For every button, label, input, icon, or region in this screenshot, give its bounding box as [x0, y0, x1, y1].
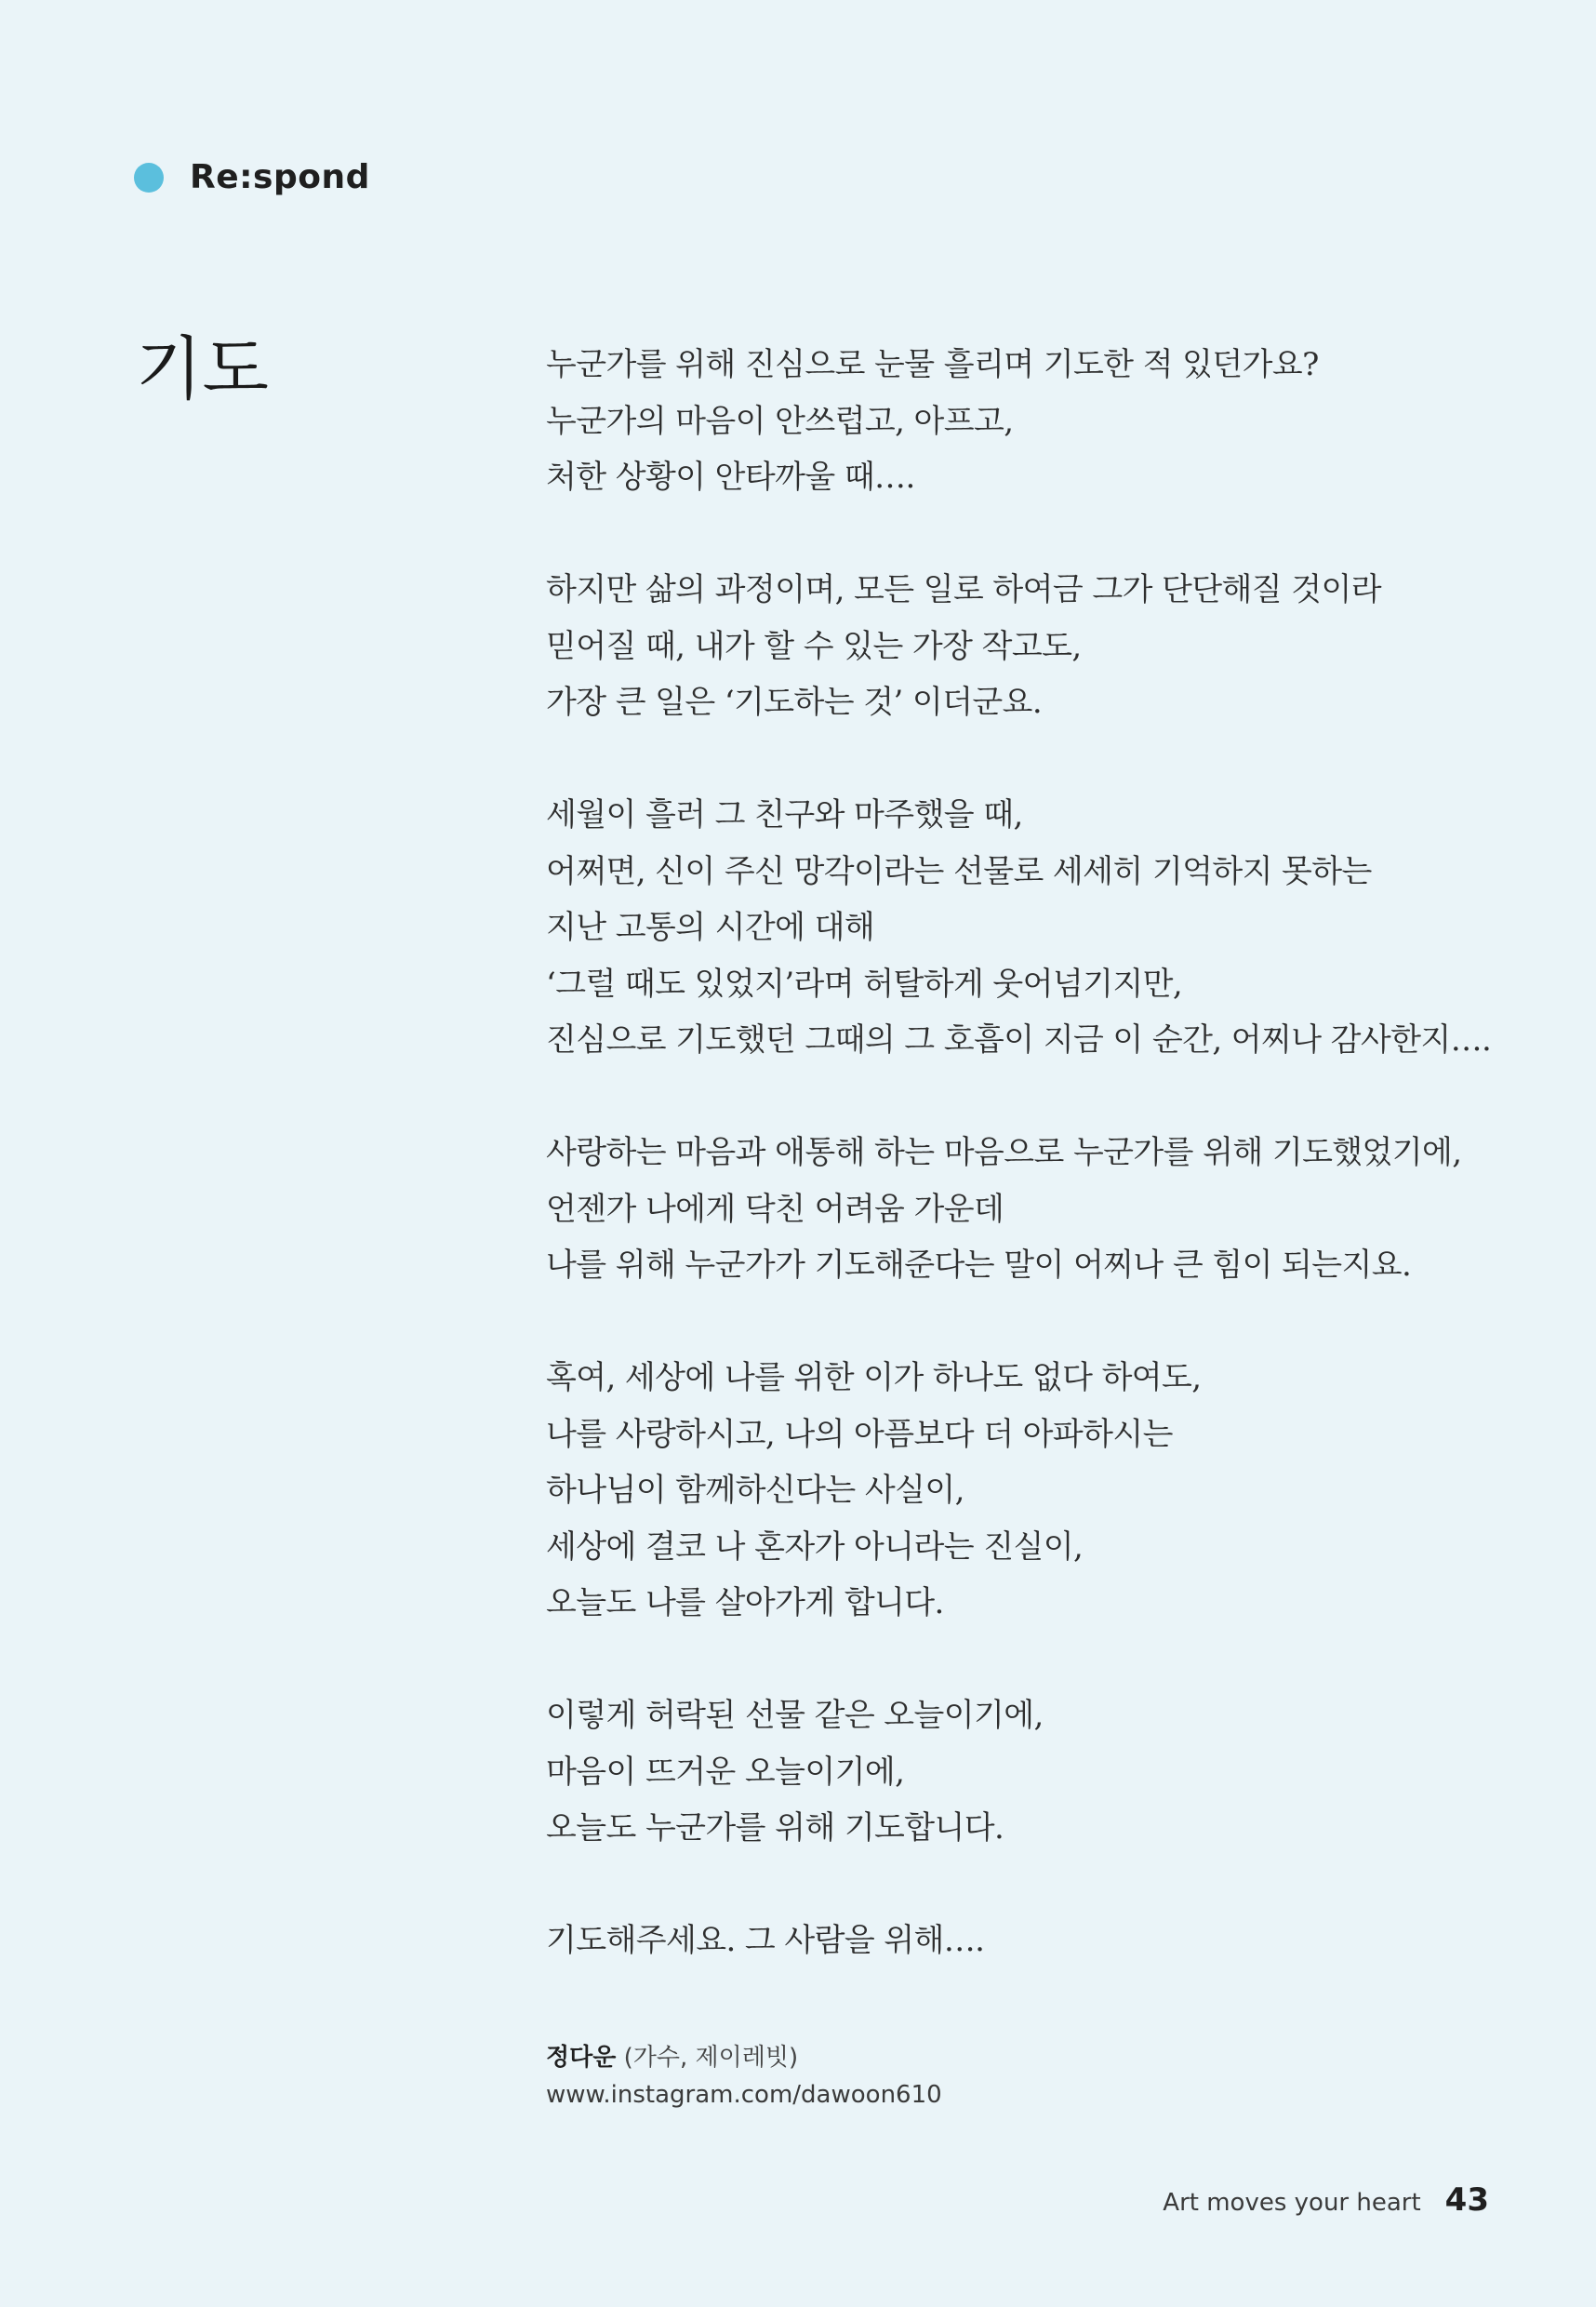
poem-body: [546, 337, 1532, 2025]
poem-line: 마음이 뜨거운 오늘이기에,: [546, 1753, 905, 1791]
author-block: [546, 2039, 942, 2114]
author-url[interactable]: www.instagram.com/dawoon610: [546, 2081, 942, 2109]
section-label: Re:spond: [190, 158, 370, 196]
poem-line: 처한 상황이 안타까울 때….: [546, 459, 915, 496]
poem-line: 오늘도 누군가를 위해 기도합니다.: [546, 1809, 1004, 1847]
poem-line: 하나님이 함께하신다는 사실이,: [546, 1472, 964, 1509]
poem-line: 언젠가 나에게 닥친 어려움 가운데: [546, 1190, 1004, 1228]
poem-line: 진심으로 기도했던 그때의 그 호흡이 지금 이 순간, 어찌나 감사한지….: [546, 1021, 1492, 1059]
author-role: (가수, 제이레빗): [623, 2044, 799, 2072]
poem-stanza: [546, 1913, 1532, 1969]
page-footer: [1163, 2181, 1489, 2219]
poem-line: 누군가를 위해 진심으로 눈물 흘리며 기도한 적 있던가요?: [546, 346, 1319, 383]
poem-stanza: [546, 1350, 1532, 1632]
footer-tagline: Art moves your heart: [1163, 2189, 1421, 2217]
poem-line: 세상에 결코 나 혼자가 아니라는 진실이,: [546, 1527, 1084, 1566]
poem-line: 오늘도 나를 살아가게 합니다.: [546, 1584, 944, 1621]
poem-line: 어쩌면, 신이 주신 망각이라는 선물로 세세히 기억하지 못하는: [546, 852, 1372, 890]
poem-stanza: [546, 1687, 1532, 1857]
poem-line: 혹여, 세상에 나를 위한 이가 하나도 없다 하여도,: [546, 1359, 1202, 1396]
poem-line: 세월이 흘러 그 친구와 마주했을 때,: [546, 796, 1023, 833]
poem-line: 나를 사랑하시고, 나의 아픔보다 더 아파하시는: [546, 1415, 1173, 1453]
section-tag: [134, 158, 370, 196]
author-name: 정다운: [546, 2044, 617, 2072]
section-dot-icon: [134, 163, 164, 193]
poem-stanza: [546, 337, 1532, 506]
poem-line: 지난 고통의 시간에 대해: [546, 909, 875, 946]
poem-line: 이렇게 허락된 선물 같은 오늘이기에,: [546, 1697, 1044, 1734]
poem-line: 나를 위해 누군가가 기도해준다는 말이 어찌나 큰 힘이 되는지요.: [546, 1247, 1412, 1284]
poem-line: 사랑하는 마음과 애통해 하는 마음으로 누군가를 위해 기도했었기에,: [546, 1134, 1462, 1171]
poem-stanza: [546, 562, 1532, 731]
poem-line: 믿어질 때, 내가 할 수 있는 가장 작고도,: [546, 627, 1082, 665]
poem-stanza: [546, 787, 1532, 1069]
page-number: 43: [1444, 2181, 1489, 2219]
poem-line: 기도해주세요. 그 사람을 위해….: [546, 1922, 985, 1959]
poem-line: 하지만 삶의 과정이며, 모든 일로 하여금 그가 단단해질 것이라: [546, 571, 1381, 608]
author-credit: [546, 2039, 942, 2076]
poem-line: 가장 큰 일은 ‘기도하는 것’ 이더군요.: [546, 684, 1043, 721]
poem-line: 누군가의 마음이 안쓰럽고, 아프고,: [546, 402, 1014, 440]
page-title: 기도: [136, 329, 269, 409]
poem-line: ‘그럴 때도 있었지’라며 허탈하게 웃어넘기지만,: [546, 965, 1183, 1003]
poem-stanza: [546, 1125, 1532, 1294]
